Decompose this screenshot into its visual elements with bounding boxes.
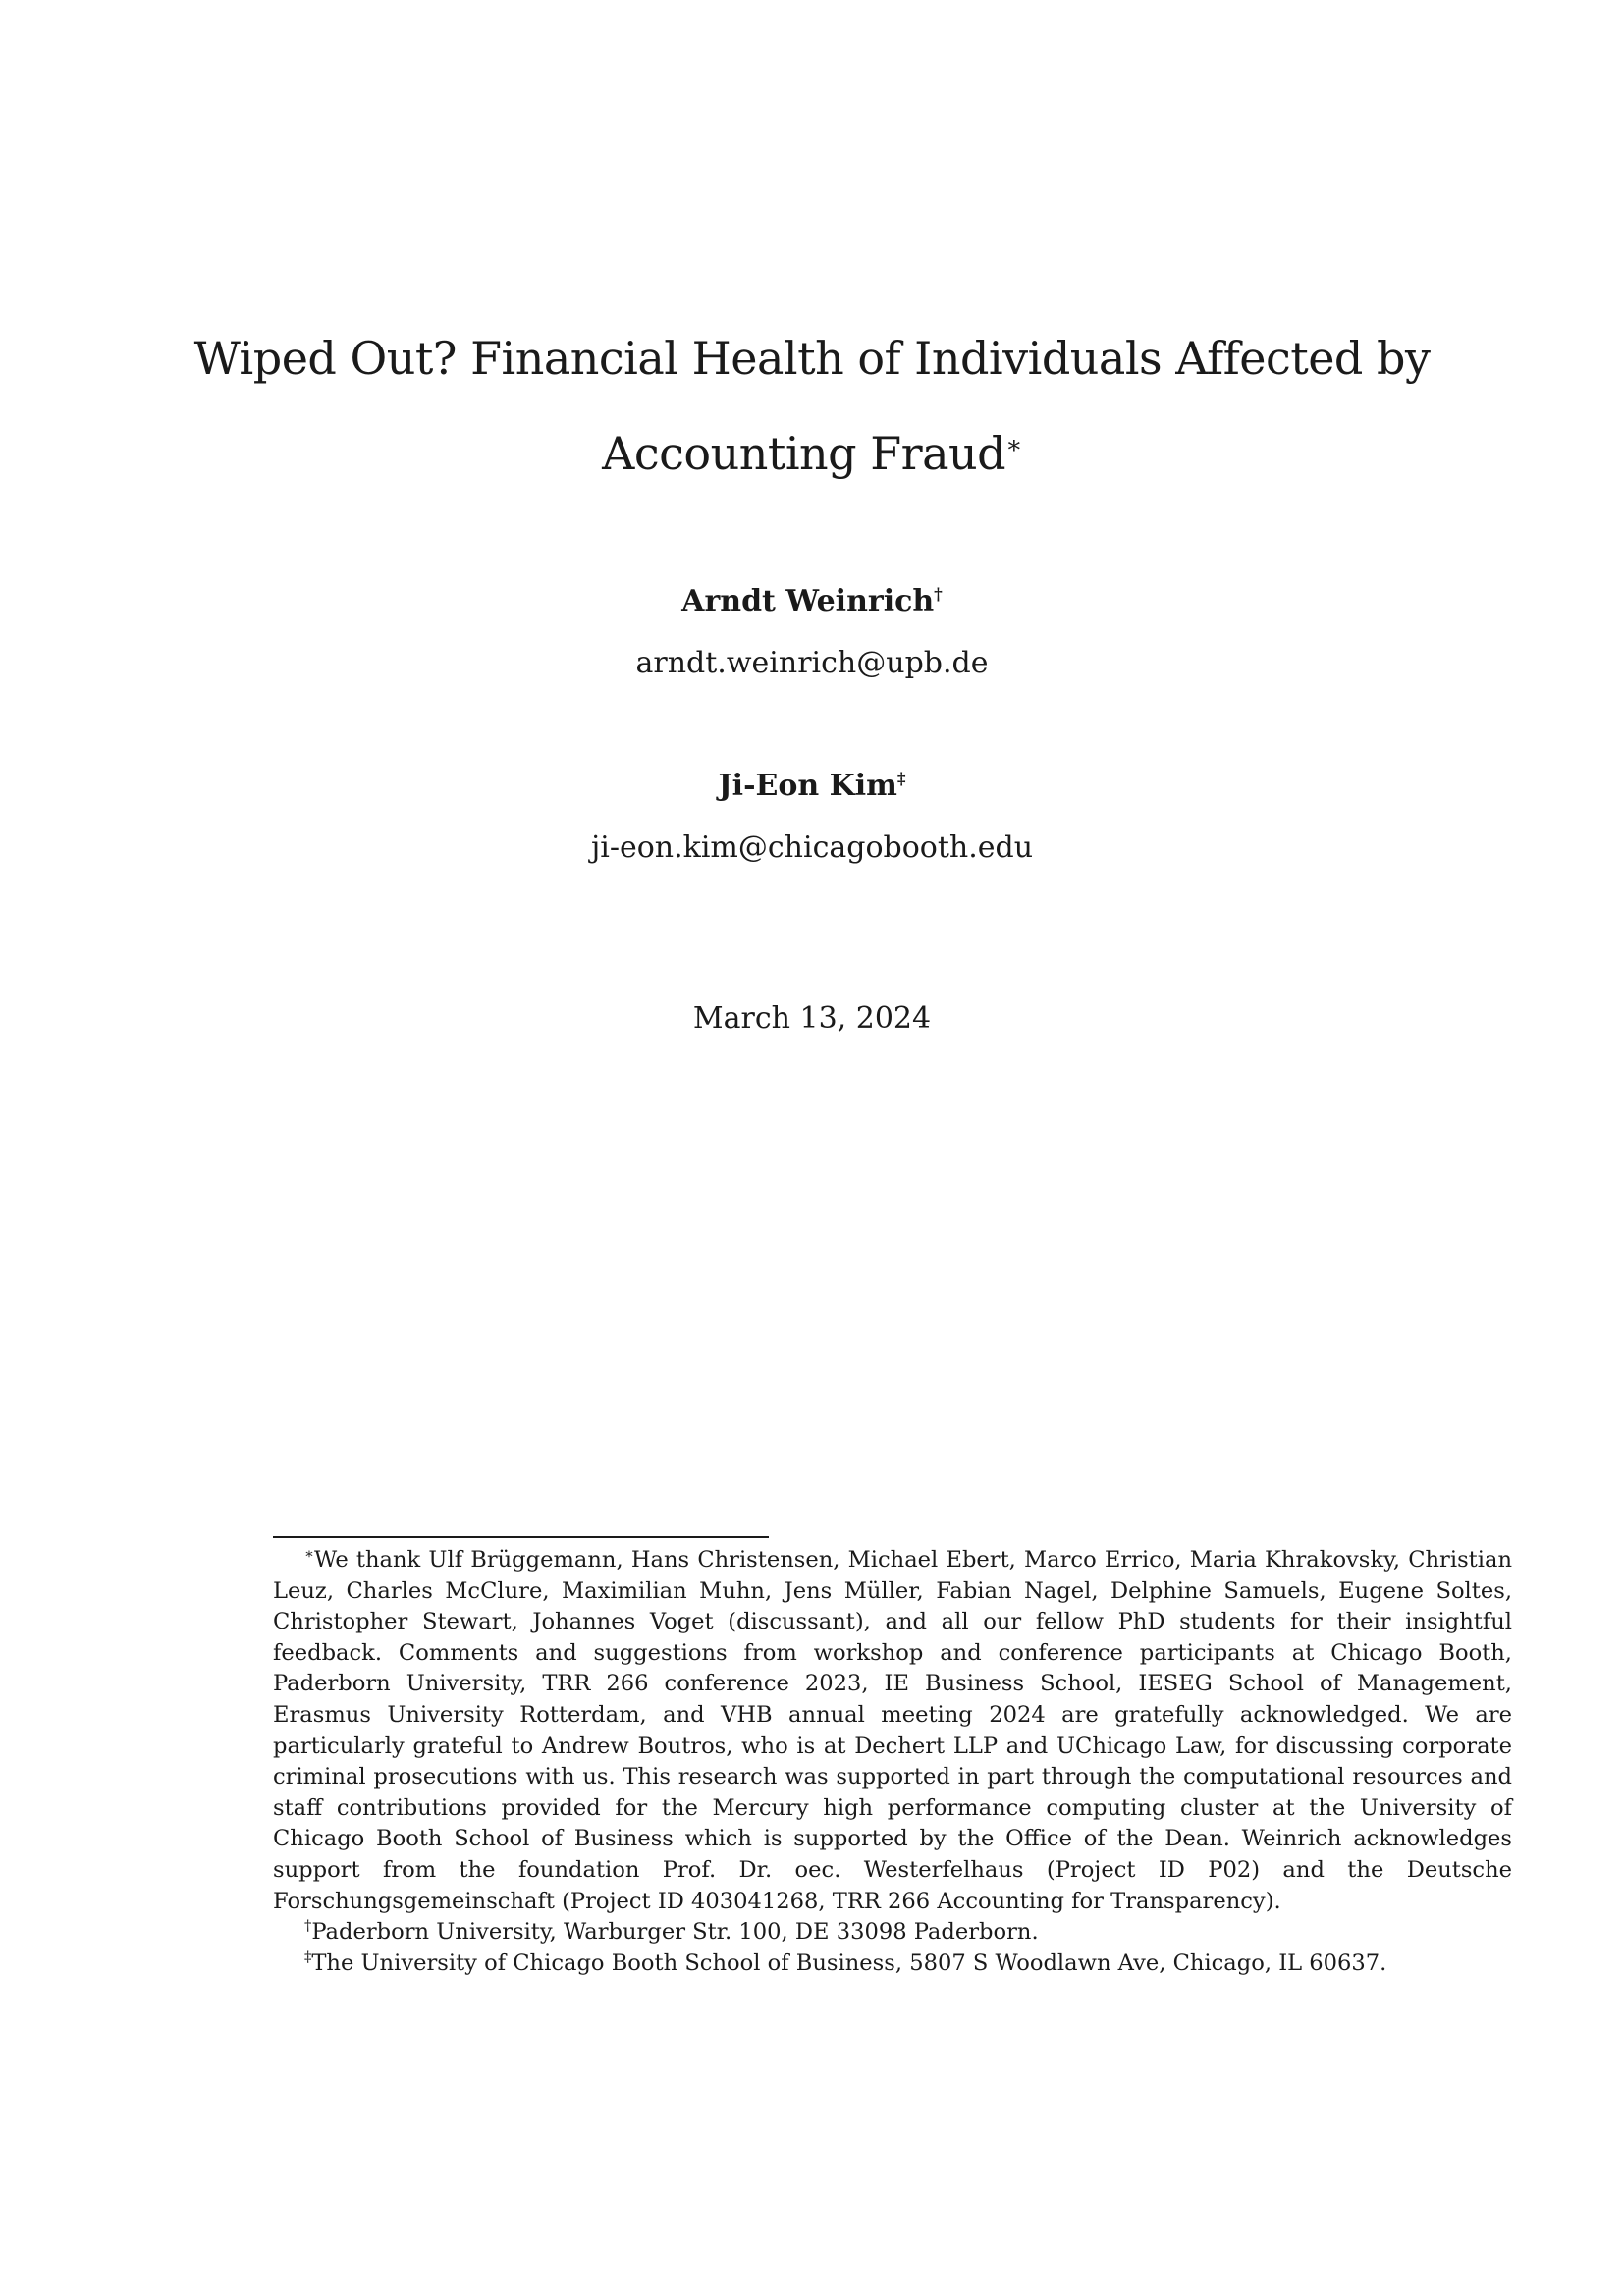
paper-title-line-2: [0, 427, 1624, 480]
paper-title-line-2-text: Accounting Fraud: [602, 427, 1006, 480]
paper-date: March 13, 2024: [692, 1001, 932, 1036]
author-name: [0, 769, 1624, 803]
footnote-text: We thank Ulf Brüggemann, Hans Christensen, Michael Ebert, Marco Errico, Maria Khrakovsky, Christian Leuz, Charles McClure, Maximilian Muhn, Jens Müller, Fabian Nagel, Delphine Samuels, Eugene Soltes, Christopher Stewart, Johannes Voget (discussant), and all our fellow PhD students for their insightful feedback. Comments and suggestions from workshop and conference participants at Chicago Booth, Paderborn University, TRR 266 conference 2023, IE Business School, IESEG School of Management, Erasmus University Rotterdam, and VHB annual meeting 2024 are gratefully acknowledged. We are particularly grateful to Andrew Boutros, who is at Dechert LLP and UChicago Law, for discussing corporate criminal prosecutions with us. This research was supported in part through the computational resources and staff contributions provided for the Mercury high performance computing cluster at the University of Chicago Booth School of Business which is supported by the Office of the Dean. Weinrich acknowledges support from the foundation Prof. Dr. oec. Westerfelhaus (Project ID P02) and the Deutsche Forschungsgemeinschaft (Project ID 403041268, TRR 266 Accounting for Transparency).: [273, 1547, 1512, 1914]
author-1-email: arndt.weinrich@upb.de: [635, 646, 989, 680]
author-2-footnote-mark: ‡: [896, 770, 906, 788]
author-1-name: Arndt Weinrich: [681, 584, 935, 618]
footnote-mark: †: [304, 1917, 312, 1935]
footnote-affiliation-1: [273, 1917, 1512, 1949]
footnote-divider: [273, 1536, 769, 1538]
author-name: [0, 584, 1624, 618]
footnote-text: Paderborn University, Warburger Str. 100, DE 33098 Paderborn.: [311, 1919, 1039, 1946]
footnote-mark: ∗: [304, 1545, 314, 1563]
footnotes: [273, 1545, 1512, 1979]
footnote-mark: ‡: [304, 1949, 312, 1966]
paper-title-line-1-text: Wiped Out? Financial Health of Individuals Affected by: [193, 332, 1431, 385]
author-2-email: ji-eon.kim@chicagobooth.edu: [590, 830, 1034, 865]
footnote-acknowledgements: [273, 1545, 1512, 1917]
footnote-affiliation-2: [273, 1949, 1512, 1980]
footnote-text: The University of Chicago Booth School of Business, 5807 S Woodlawn Ave, Chicago, IL 60637.: [311, 1949, 1387, 1976]
author-2-name: Ji-Eon Kim: [718, 769, 897, 803]
author-1-footnote-mark: †: [934, 585, 943, 604]
title-footnote-mark: ∗: [1005, 430, 1022, 459]
paper-title-line-1: [0, 332, 1624, 385]
